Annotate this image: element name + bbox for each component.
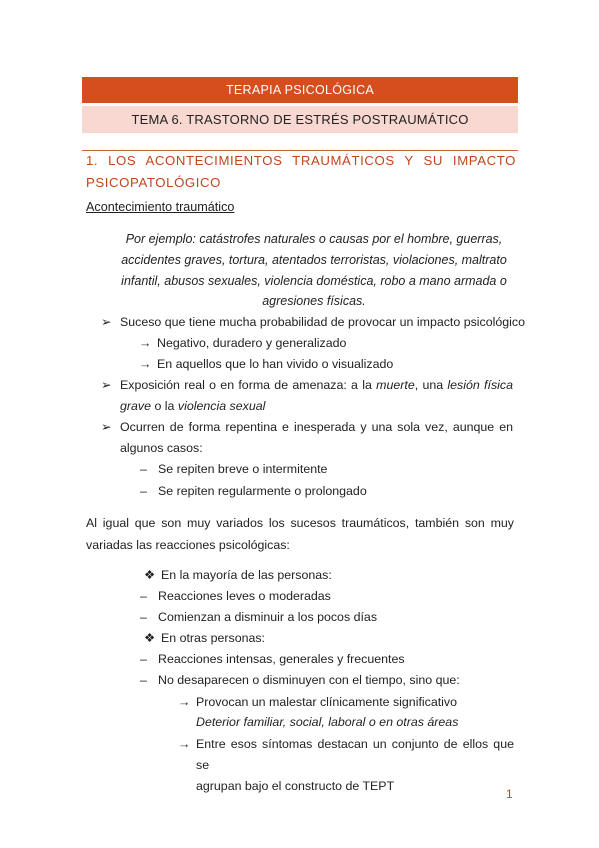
bullet-item xyxy=(101,375,111,396)
bullet-text xyxy=(120,375,513,417)
bullet-text-part: o la xyxy=(151,399,178,413)
list-text: En la mayoría de las personas: xyxy=(161,568,332,582)
dash-list-item xyxy=(140,607,378,628)
bullet-text-line: algunos casos: xyxy=(120,441,203,455)
dash-bullet-icon: – xyxy=(140,484,147,498)
bullet-text: Suceso que tiene mucha probabilidad de provocar un impacto psicológico xyxy=(120,315,526,329)
example-text: Por ejemplo: catástrofes naturales o causas por el hombre, guerras, accidentes graves, tortura, atentados terroristas, violaciones, maltrato infantil, abusos sexuales, violencia doméstica, robo a mano armada o agresiones físicas. xyxy=(121,232,507,309)
list-text: No desaparecen o disminuyen con el tiempo, sino que: xyxy=(158,673,460,687)
list-text-line: agrupan bajo el constructo de TEPT xyxy=(196,779,395,793)
body-paragraph xyxy=(86,512,514,556)
list-text xyxy=(196,734,514,797)
diamond-list-item xyxy=(144,565,332,586)
arrow-bullet-icon: → xyxy=(178,695,191,709)
diamond-list-item xyxy=(144,628,266,649)
arrowhead-bullet-icon: ➢ xyxy=(101,378,112,392)
arrow-list-item xyxy=(178,734,190,755)
bullet-item xyxy=(101,312,526,333)
sub-bullet-text: Se repiten regularmente o prolongado xyxy=(158,484,367,498)
sub-bullet-text: Negativo, duradero y generalizado xyxy=(157,336,347,350)
dash-bullet-icon: – xyxy=(140,462,147,476)
sub-bullet-item xyxy=(140,481,367,502)
list-text: Reacciones intensas, generales y frecuentes xyxy=(158,652,405,666)
arrow-bullet-icon: → xyxy=(178,737,191,751)
dash-list-item xyxy=(140,649,405,670)
dash-bullet-icon: – xyxy=(140,673,147,687)
arrowhead-bullet-icon: ➢ xyxy=(101,420,112,434)
bullet-text-line: Ocurren de forma repentina e inesperada y una sola vez, aunque en xyxy=(120,420,513,434)
sub-bullet-text: En aquellos que lo han vivido o visualizado xyxy=(157,357,394,371)
course-banner: TERAPIA PSICOLÓGICA xyxy=(82,77,518,103)
paragraph-line: Al igual que son muy variados los sucesos traumáticos, también son muy xyxy=(86,516,514,530)
list-text-line: Entre esos síntomas destacan un conjunto de ellos que se xyxy=(196,737,514,772)
list-note: Deterior familiar, social, laboral o en otras áreas xyxy=(196,715,459,729)
arrow-bullet-icon: → xyxy=(139,357,152,371)
arrow-bullet-icon: → xyxy=(139,336,152,350)
dash-bullet-icon: – xyxy=(140,652,147,666)
diamond-bullet-icon: ❖ xyxy=(144,568,156,582)
bullet-text xyxy=(120,417,513,459)
bullet-item xyxy=(101,417,111,438)
list-text: En otras personas: xyxy=(161,631,266,645)
sub-bullet-text: Se repiten breve o intermitente xyxy=(158,462,328,476)
dash-bullet-icon: – xyxy=(140,610,147,624)
diamond-bullet-icon: ❖ xyxy=(144,631,156,645)
section-title-line2: PSICOPATOLÓGICO xyxy=(86,175,222,190)
dash-list-item xyxy=(140,670,460,691)
emphasis-text: lesión física xyxy=(447,378,513,392)
subheading: Acontecimiento traumático xyxy=(86,200,235,214)
dash-list-item xyxy=(140,586,331,607)
arrowhead-bullet-icon: ➢ xyxy=(101,315,112,329)
bullet-text-part: , una xyxy=(414,378,448,392)
list-text: Reacciones leves o moderadas xyxy=(158,589,331,603)
sub-bullet-item xyxy=(139,354,394,375)
paragraph-line: variadas las reacciones psicológicas: xyxy=(86,538,290,552)
section-title xyxy=(86,150,516,194)
emphasis-text: violencia sexual xyxy=(177,399,266,413)
emphasis-text: grave xyxy=(120,399,151,413)
page-number: 1 xyxy=(506,787,513,801)
dash-bullet-icon: – xyxy=(140,589,147,603)
sub-bullet-item xyxy=(140,459,328,480)
topic-banner: TEMA 6. TRASTORNO DE ESTRÉS POSTRAUMÁTICO xyxy=(82,106,518,133)
list-text: Comienzan a disminuir a los pocos días xyxy=(158,610,378,624)
arrow-list-item xyxy=(178,692,458,713)
section-title-line1: 1. LOS ACONTECIMIENTOS TRAUMÁTICOS Y SU IMPACTO xyxy=(86,153,516,168)
list-text: Provocan un malestar clínicamente significativo xyxy=(196,695,458,709)
emphasis-text: muerte xyxy=(376,378,415,392)
sub-bullet-item xyxy=(139,333,347,354)
bullet-text-part: Exposición real o en forma de amenaza: a la xyxy=(120,378,377,392)
